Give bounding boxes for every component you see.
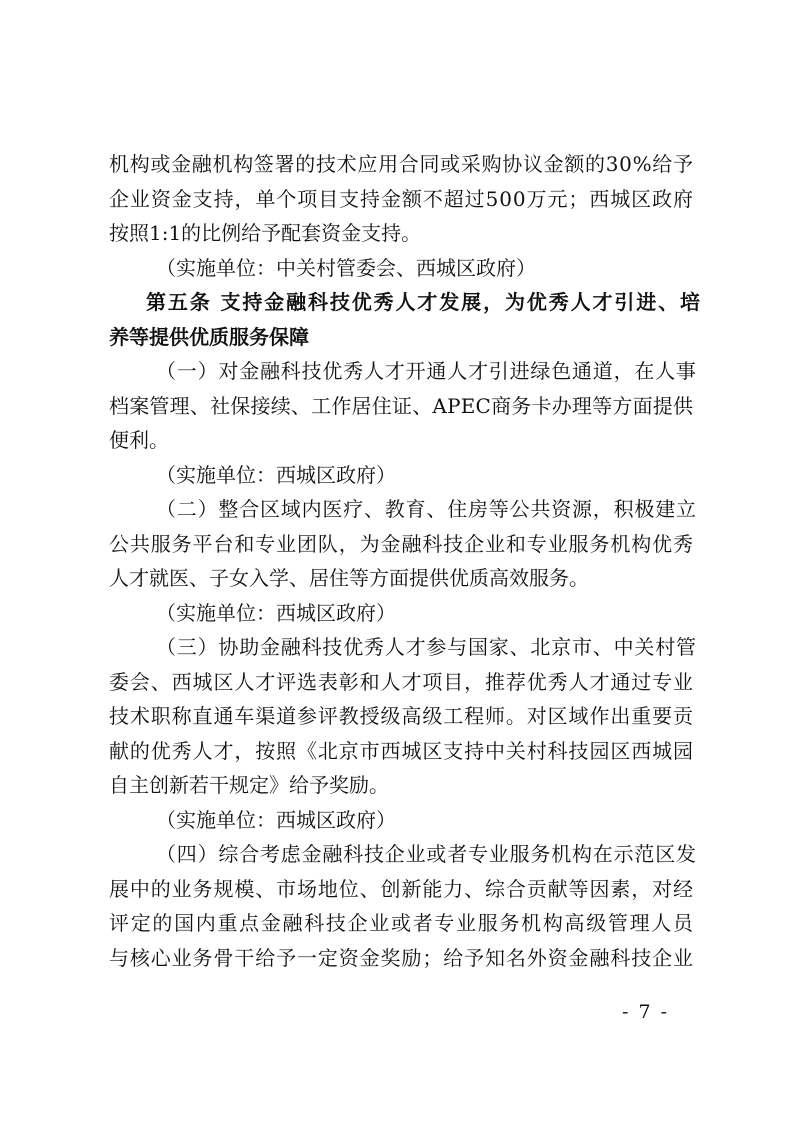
text-line: （一）对金融科技优秀人才开通人才引进绿色通道，在人事 (156, 359, 697, 383)
text-line: 机构或金融机构签署的技术应用合同或采购协议金额的30%给予 (109, 152, 694, 176)
text-line: （实施单位：中关村管委会、西城区政府） (156, 256, 536, 280)
text-line: 公共服务平台和专业团队，为金融科技企业和专业服务机构优秀 (109, 532, 694, 556)
text-line: （三）协助金融科技优秀人才参与国家、北京市、中关村管 (156, 635, 697, 659)
text-line: （实施单位：西城区政府） (156, 463, 396, 487)
text-line: 展中的业务规模、市场地位、创新能力、综合贡献等因素，对经 (109, 877, 694, 901)
text-line: （实施单位：西城区政府） (156, 808, 396, 832)
text-line: （实施单位：西城区政府） (156, 601, 396, 625)
text-line: （二）整合区域内医疗、教育、住房等公共资源，积极建立 (156, 497, 697, 521)
text-line: 与核心业务骨干给予一定资金奖励；给予知名外资金融科技企业 (109, 946, 694, 970)
text-line: 按照1:1的比例给予配套资金支持。 (109, 221, 422, 245)
text-line: 企业资金支持，单个项目支持金额不超过500万元；西城区政府 (109, 187, 694, 211)
text-line: 档案管理、社保接续、工作居住证、APEC商务卡办理等方面提供 (109, 394, 694, 418)
text-line: 便利。 (109, 428, 169, 452)
text-line: 评定的国内重点金融科技企业或者专业服务机构高级管理人员 (109, 911, 695, 935)
text-line: 养等提供优质服务保障 (109, 325, 309, 349)
text-line: 第五条 支持金融科技优秀人才发展，为优秀人才引进、培 (146, 290, 702, 314)
text-line: 献的优秀人才，按照《北京市西城区支持中关村科技园区西城园 (109, 739, 694, 763)
text-line: 技术职称直通车渠道参评教授级高级工程师。对区域作出重要贡 (109, 704, 694, 728)
text-line: 委会、西城区人才评选表彰和人才项目，推荐优秀人才通过专业 (109, 670, 694, 694)
text-line: 人才就医、子女入学、居住等方面提供优质高效服务。 (109, 566, 589, 590)
text-line: （四）综合考虑金融科技企业或者专业服务机构在示范区发 (156, 842, 697, 866)
page-number: - 7 - (622, 1001, 670, 1023)
text-line: 自主创新若干规定》给予奖励。 (109, 773, 389, 797)
